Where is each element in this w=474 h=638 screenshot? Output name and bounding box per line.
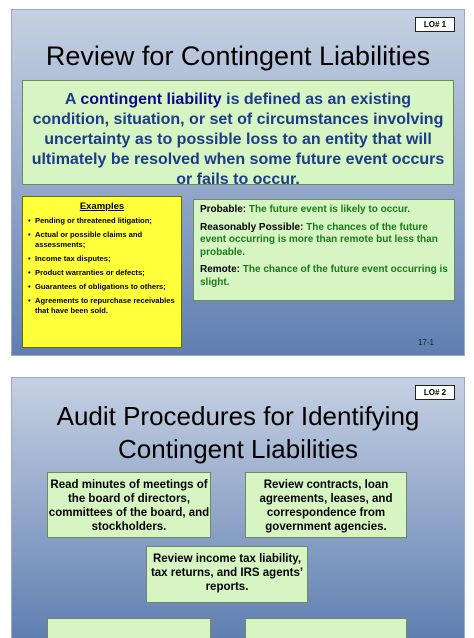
example-text: Product warranties or defects; (35, 268, 145, 277)
example-item (28, 282, 176, 292)
procedure-box-income-tax: Review income tax liability, tax returns, and IRS agents’ reports. (146, 546, 308, 603)
page-number: 17-1 (417, 338, 434, 347)
example-item (28, 254, 176, 264)
definition-prefix: A (64, 91, 81, 108)
examples-list (28, 216, 176, 316)
bullet-icon: • (28, 216, 31, 225)
slide-title: Review for Contingent Liabilities (45, 41, 431, 71)
procedure-box-contracts: Review contracts, loan agreements, leases, and correspondence from government agencies. (245, 472, 407, 538)
example-item (28, 296, 176, 316)
procedure-box-partial-right (245, 618, 407, 638)
probable-label: Probable: (200, 204, 247, 215)
remote-text: The chance of the future event occurring is slight. (200, 264, 448, 288)
reasonably-possible-item (200, 222, 448, 260)
example-text: Guarantees of obligations to others; (35, 282, 166, 291)
definition-term: contingent liability (80, 91, 222, 108)
procedure-box-minutes: Read minutes of meetings of the board of directors, committees of the board, and stockholders. (47, 472, 211, 538)
slide-audit-procedures (12, 378, 464, 638)
slide-title-line1: Audit Procedures for Identifying (56, 401, 420, 431)
bullet-icon: • (28, 296, 31, 305)
lo-badge: LO# 1 (415, 17, 455, 32)
examples-box (22, 196, 182, 348)
slide-title (12, 400, 464, 466)
bullet-icon: • (28, 282, 31, 291)
example-item (28, 230, 176, 250)
example-item (28, 268, 176, 278)
definition-box (22, 80, 454, 188)
remote-label: Remote: (200, 264, 241, 275)
procedure-box-partial-left (47, 618, 211, 638)
example-text: Pending or threatened litigation; (35, 216, 152, 225)
slide-contingent-liabilities (12, 10, 464, 355)
bullet-icon: • (28, 268, 31, 277)
definition-text: is defined as an existing condition, situation, or set of circumstances involving uncertainty as to possible loss to an entity that will ultimately be resolved when some future event occurs or fails to occur. (31, 91, 445, 188)
probability-box (193, 199, 455, 301)
remote-item (200, 264, 448, 289)
example-item (28, 216, 176, 226)
bullet-icon: • (28, 230, 31, 239)
example-text: Agreements to repurchase receivables that have been sold. (35, 296, 175, 315)
example-text: Income tax disputes; (35, 254, 111, 263)
reasonably-possible-label: Reasonably Possible: (200, 221, 304, 233)
probable-item (200, 204, 448, 217)
bullet-icon: • (28, 254, 31, 263)
examples-title: Examples (79, 201, 125, 212)
probable-text: The future event is likely to occur. (246, 204, 411, 215)
reasonably-possible-text: The chances of the future event occurring is more than remote but less than probable. (200, 221, 438, 258)
lo-badge: LO# 2 (415, 385, 455, 400)
slide-title-line2: Contingent Liabilities (118, 434, 358, 464)
example-text: Actual or possible claims and assessments; (35, 230, 143, 249)
